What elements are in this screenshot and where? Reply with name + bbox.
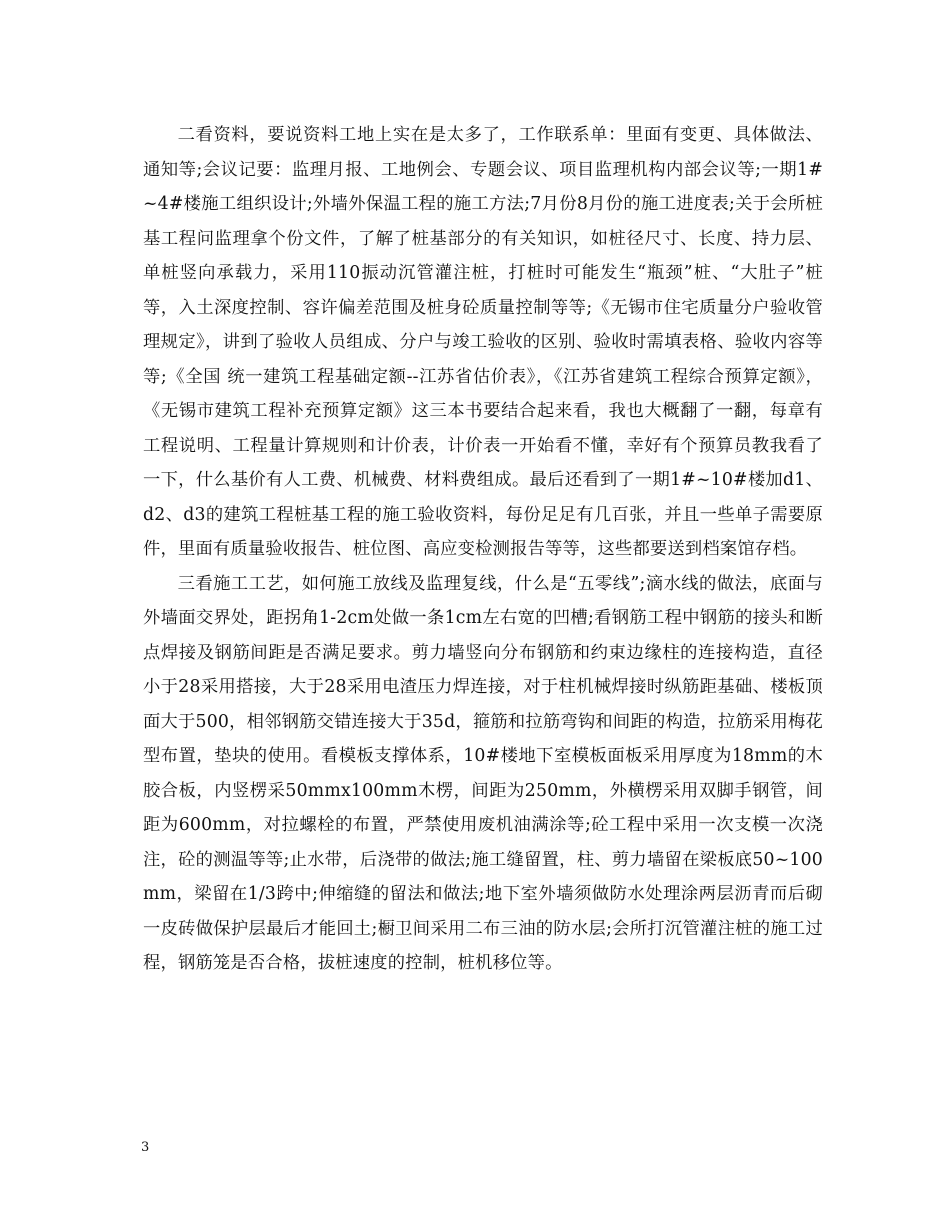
body-text bbox=[143, 118, 823, 981]
paragraph-construction-process: 三看施工工艺，如何施工放线及监理复线，什么是“五零线”;滴水线的做法，底面与外墙面交界处，距拐角1-2cm处做一条1cm左右宽的凹槽;看钢筋工程中钢筋的接头和断点焊接及钢筋间距是否满足要求。剪力墙竖向分布钢筋和约束边缘柱的连接构造，直径小于28采用搭接，大于28采用电渣压力焊连接，对于柱机械焊接时纵筋距基础、楼板顶面大于500，相邻钢筋交错连接大于35d，箍筋和拉筋弯钩和间距的构造，拉筋采用梅花型布置，垫块的使用。看模板支撑体系，10#楼地下室模板面板采用厚度为18mm的木胶合板，内竖楞采50mmx100mm木楞，间距为250mm，外横楞采用双脚手钢管，间距为600mm，对拉螺栓的布置，严禁使用废机油满涂等;砼工程中采用一次支模一次浇注，砼的测温等等;止水带，后浇带的做法;施工缝留置，柱、剪力墙留在梁板底50~100mm，梁留在1/3跨中;伸缩缝的留法和做法;地下室外墙须做防水处理涂两层沥青而后砌一皮砖做保护层最后才能回土;橱卫间采用二布三油的防水层;会所打沉管灌注桩的施工过程，钢筋笼是否合格，拔桩速度的控制，桩机移位等。 bbox=[143, 573, 823, 973]
page-number: 3 bbox=[141, 1140, 150, 1155]
paragraph-materials: 二看资料，要说资料工地上实在是太多了，工作联系单：里面有变更、具体做法、通知等;会议记要：监理月报、工地例会、专题会议、项目监理机构内部会议等;一期1#~4#楼施工组织设计;外墙外保温工程的施工方法;7月份8月份的施工进度表;关于会所桩基工程问监理拿个份文件，了解了桩基部分的有关知识，如桩径尺寸、长度、持力层、单桩竖向承载力，采用110振动沉管灌注桩，打桩时可能发生“瓶颈”桩、“大肚子”桩等，入土深度控制、容许偏差范围及桩身砼质量控制等等;《无锡市住宅质量分户验收管理规定》，讲到了验收人员组成、分户与竣工验收的区别、验收时需填表格、验收内容等等;《全国 统一建筑工程基础定额--江苏省估价表》，《江苏省建筑工程综合预算定额》，《无锡市建筑工程补充预算定额》这三本书要结合起来看，我也大概翻了一翻，每章有工程说明、工程量计算规则和计价表，计价表一开始看不懂，幸好有个预算员教我看了一下，什么基价有人工费、机械费、材料费组成。最后还看到了一期1#~10#楼加d1、d2、d3的建筑工程桩基工程的施工验收资料，每份足足有几百张，并且一些单子需要原件，里面有质量验收报告、桩位图、高应变检测报告等等，这些都要送到档案馆存档。 bbox=[143, 125, 823, 559]
